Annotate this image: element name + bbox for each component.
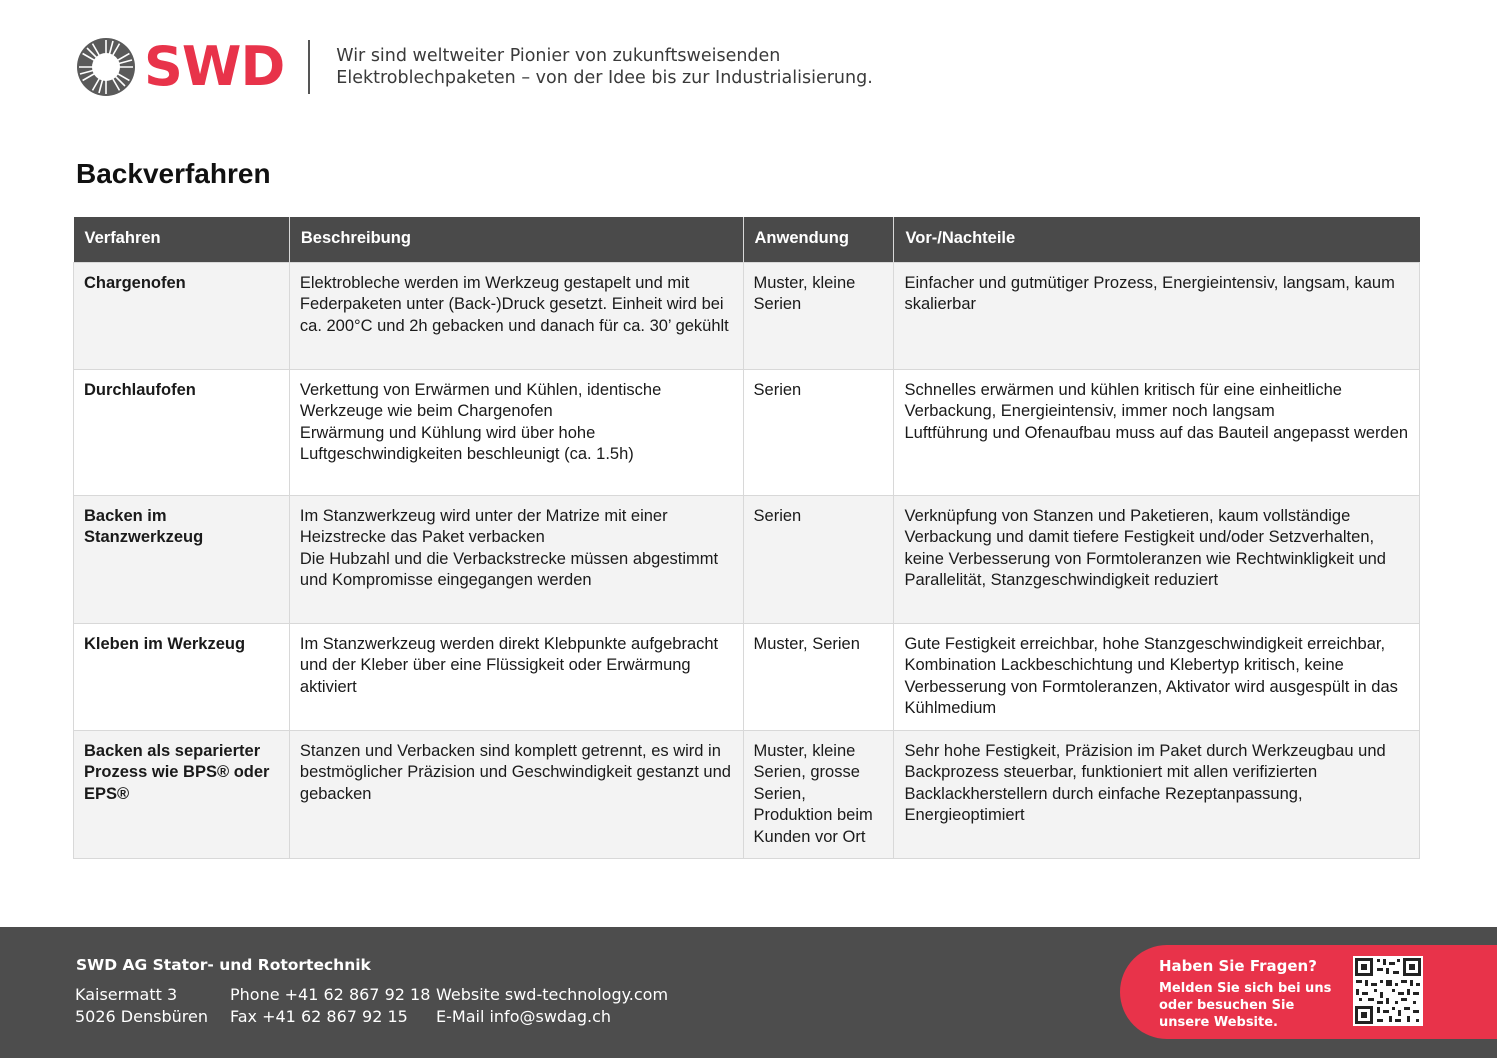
address-city: 5026 Densbüren	[75, 1007, 208, 1026]
cta-text: Melden Sie sich bei uns oder besuchen Sie unsere Website.	[1159, 981, 1332, 1030]
cell-verfahren: Chargenofen	[74, 262, 290, 369]
table-row	[74, 369, 1420, 495]
tagline-line-1: Wir sind weltweiter Pionier von zukunftsweisenden	[336, 46, 781, 66]
cell-verfahren: Kleben im Werkzeug	[74, 623, 290, 730]
logo-wordmark: SWD	[144, 35, 285, 98]
cell-anwendung: Muster, kleine Serien, grosse Serien, Produktion beim Kunden vor Ort	[743, 730, 894, 859]
cell-vor-nachteile: Gute Festigkeit erreichbar, hohe Stanzgeschwindigkeit erreichbar, Kombination Lackbeschichtung und Klebertyp kritisch, keine Verbesserung von Formtoleranzen, Aktivator wird ausgespült in das Kühlmedium	[894, 623, 1420, 730]
address-street: Kaisermatt 3	[75, 985, 178, 1004]
table-row	[74, 495, 1420, 623]
cell-verfahren: Durchlaufofen	[74, 369, 290, 495]
website-link[interactable]: Website swd-technology.com	[436, 985, 669, 1004]
table-row	[74, 623, 1420, 730]
cell-anwendung: Muster, Serien	[743, 623, 894, 730]
column-header-beschreibung: Beschreibung	[289, 217, 743, 262]
cell-vor-nachteile: Einfacher und gutmütiger Prozess, Energieintensiv, langsam, kaum skalierbar	[894, 262, 1420, 369]
column-header-verfahren: Verfahren	[74, 217, 290, 262]
email-link[interactable]: E-Mail info@swdag.ch	[436, 1007, 612, 1026]
cell-beschreibung: Stanzen und Verbacken sind komplett getrennt, es wird in bestmöglicher Präzision und Geschwindigkeit gestanzt und gebacken	[289, 730, 743, 859]
table-header-row	[74, 217, 1420, 262]
process-table	[73, 217, 1420, 859]
footer-phone-fax	[230, 984, 430, 1028]
footer-web-mail	[436, 984, 668, 1028]
column-header-vor-nachteile: Vor-/Nachteile	[894, 217, 1420, 262]
phone-number: Phone +41 62 867 92 18	[230, 985, 431, 1004]
page-header	[76, 36, 873, 98]
cta-title: Haben Sie Fragen?	[1159, 957, 1317, 975]
tagline-line-2: Elektroblechpaketen – von der Idee bis zur Industrialisierung.	[336, 68, 873, 88]
cell-vor-nachteile: Schnelles erwärmen und kühlen kritisch für eine einheitliche Verbackung, Energieintensiv, immer noch langsam Luftführung und Ofenaufbau muss auf das Bauteil angepasst werden	[894, 369, 1420, 495]
table-row	[74, 730, 1420, 859]
company-name: SWD AG Stator- und Rotortechnik	[76, 956, 371, 974]
footer-address	[75, 984, 208, 1028]
page-footer	[0, 927, 1497, 1058]
cell-beschreibung: Verkettung von Erwärmen und Kühlen, identische Werkzeuge wie beim Chargenofen Erwärmung und Kühlung wird über hohe Luftgeschwindigkeiten beschleunigt (ca. 1.5h)	[289, 369, 743, 495]
cell-verfahren: Backen im Stanzwerkzeug	[74, 495, 290, 623]
cell-beschreibung: Im Stanzwerkzeug wird unter der Matrize mit einer Heizstrecke das Paket verbacken Die Hubzahl und die Verbackstrecke müssen abgestimmt und Kompromisse eingegangen werden	[289, 495, 743, 623]
cell-vor-nachteile: Verknüpfung von Stanzen und Paketieren, kaum vollständige Verbackung und damit tiefere Festigkeit und/oder Setzverhalten, keine Verbesserung von Formtoleranzen wie Rechtwinkligkeit und Parallelität, Stanzgeschwindigkeit reduziert	[894, 495, 1420, 623]
table-row	[74, 262, 1420, 369]
contact-cta	[1120, 945, 1497, 1039]
cell-anwendung: Serien	[743, 495, 894, 623]
column-header-anwendung: Anwendung	[743, 217, 894, 262]
qr-code-icon[interactable]	[1353, 956, 1423, 1026]
cell-anwendung: Serien	[743, 369, 894, 495]
cell-vor-nachteile: Sehr hohe Festigkeit, Präzision im Paket durch Werkzeugbau und Backprozess steuerbar, funktioniert mit allen verifizierten Backlackherstellern durch einfache Rezeptanpassung, Energieoptimiert	[894, 730, 1420, 859]
tagline	[336, 45, 872, 89]
swd-logo-icon	[76, 37, 136, 97]
cell-beschreibung: Im Stanzwerkzeug werden direkt Klebpunkte aufgebracht und der Kleber über eine Flüssigkeit oder Erwärmung aktiviert	[289, 623, 743, 730]
page-title: Backverfahren	[76, 158, 271, 189]
fax-number: Fax +41 62 867 92 15	[230, 1007, 408, 1026]
cell-beschreibung: Elektrobleche werden im Werkzeug gestapelt und mit Federpaketen unter (Back-)Druck gesetzt. Einheit wird bei ca. 200°C und 2h gebacken und danach für ca. 30’ gekühlt	[289, 262, 743, 369]
cell-anwendung: Muster, kleine Serien	[743, 262, 894, 369]
cell-verfahren: Backen als separierter Prozess wie BPS® oder EPS®	[74, 730, 290, 859]
header-divider	[308, 40, 310, 94]
